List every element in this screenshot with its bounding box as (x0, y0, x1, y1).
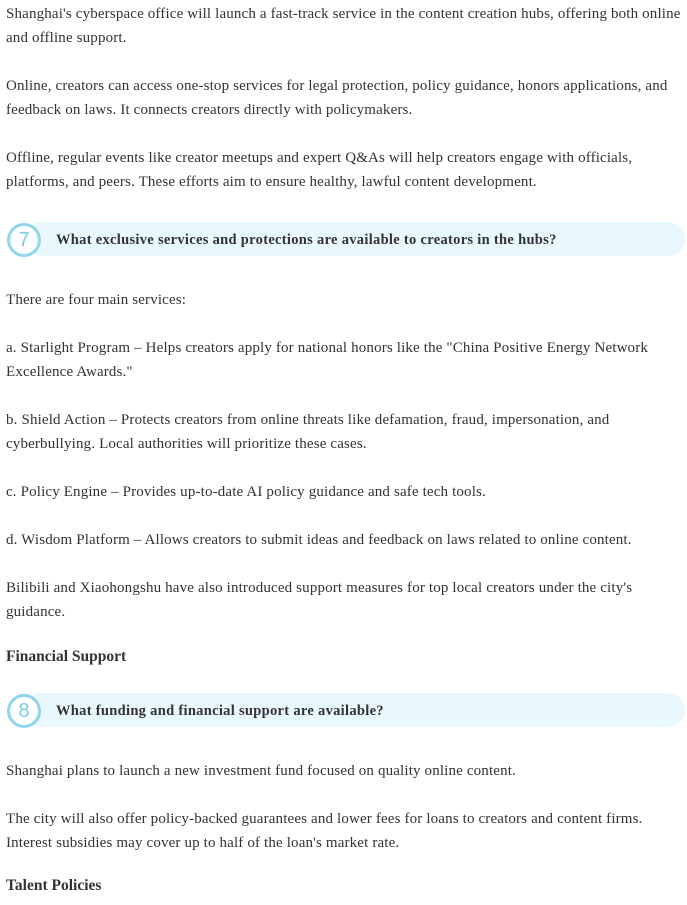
question-number-badge: 7 (7, 223, 41, 257)
section-heading-financial: Financial Support (6, 648, 127, 665)
question-text: What funding and financial support are available? (56, 702, 384, 719)
service-starlight: a. Starlight Program – Helps creators apply for national honors like the "China Positive Energy Network Excellence Awards." (6, 340, 648, 380)
question-text: What exclusive services and protections are available to creators in the hubs? (56, 231, 557, 248)
paragraph-fund: Shanghai plans to launch a new investment fund focused on quality online content. (6, 763, 516, 779)
service-policy-engine: c. Policy Engine – Provides up-to-date AI policy guidance and safe tech tools. (6, 484, 486, 500)
service-wisdom: d. Wisdom Platform – Allows creators to submit ideas and feedback on laws related to online content. (6, 532, 632, 548)
question-7-block (6, 220, 681, 260)
answer-intro: There are four main services: (6, 292, 187, 308)
service-shield: b. Shield Action – Protects creators from online threats like defamation, fraud, impersonation, and cyberbullying. Local authorities will prioritize these cases. (6, 412, 610, 452)
paragraph-platforms: Bilibili and Xiaohongshu have also introduced support measures for top local creators under the city's guidance. (6, 580, 633, 620)
question-number-badge: 8 (7, 694, 41, 728)
section-heading-talent: Talent Policies (6, 877, 102, 894)
paragraph-online: Online, creators can access one-stop services for legal protection, policy guidance, honors applications, and feedback on laws. It connects creators directly with policymakers. (6, 78, 668, 118)
paragraph-loans: The city will also offer policy-backed guarantees and lower fees for loans to creators and content firms. Interest subsidies may cover up to half of the loan's market rate. (6, 811, 643, 851)
paragraph-intro: Shanghai's cyberspace office will launch a fast-track service in the content creation hubs, offering both online and offline support. (6, 6, 681, 46)
question-8-block (6, 691, 681, 731)
paragraph-offline: Offline, regular events like creator meetups and expert Q&As will help creators engage with officials, platforms, and peers. These efforts aim to ensure healthy, lawful content development. (6, 150, 633, 190)
